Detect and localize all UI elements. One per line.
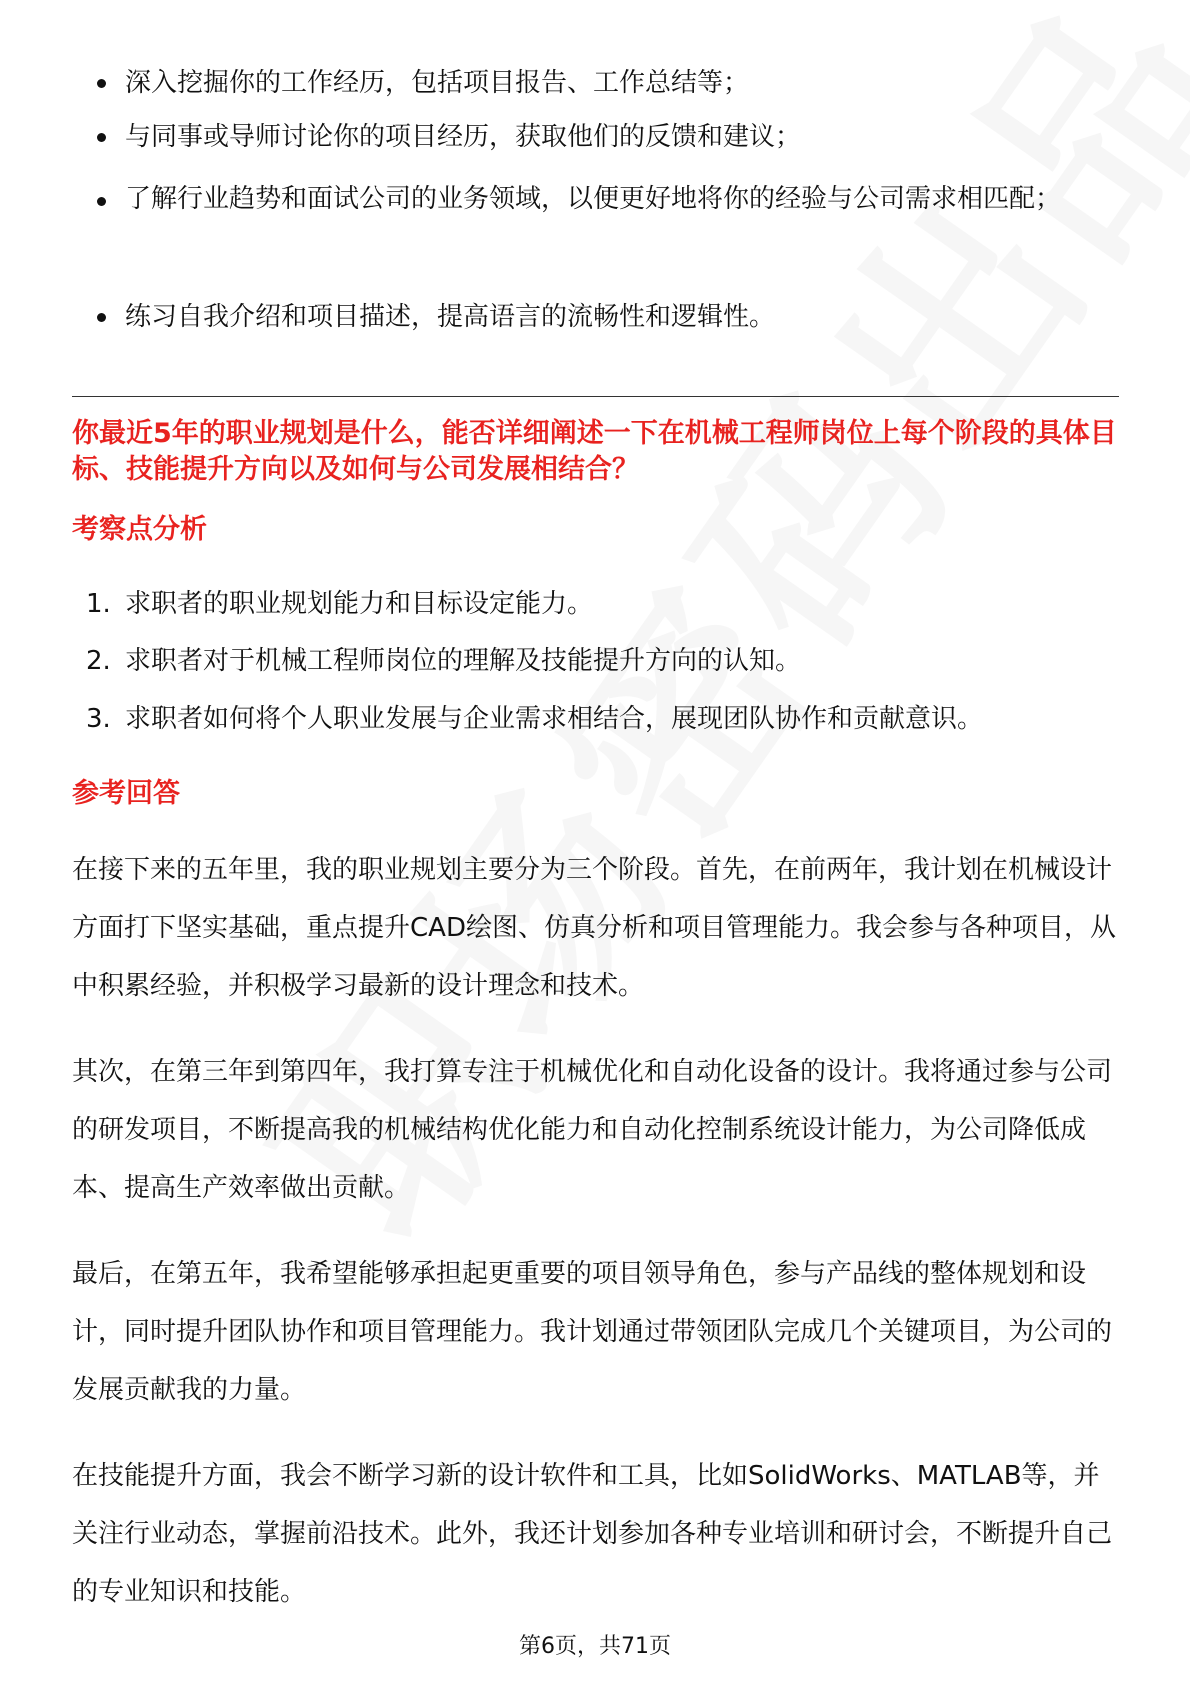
analysis-heading: 考察点分析	[72, 514, 207, 545]
page-number: 第6页，共71页	[519, 1634, 671, 1659]
bullet-item: 了解行业趋势和面试公司的业务领域，以便更好地将你的经验与公司需求相匹配；	[125, 184, 1062, 214]
section-divider	[72, 396, 1119, 397]
answer-paragraph: 其次，在第三年到第四年，我打算专注于机械优化和自动化设备的设计。我将通过参与公司的研发项目，不断提高我的机械结构优化能力和自动化控制系统设计能力，为公司降低成本、提高生产效率做出贡献。	[72, 1057, 1113, 1203]
list-number: 1.	[86, 589, 111, 619]
answer-paragraph: 最后，在第五年，我希望能够承担起更重要的项目领导角色，参与产品线的整体规划和设计，同时提升团队协作和项目管理能力。我计划通过带领团队完成几个关键项目，为公司的发展贡献我的力量。	[72, 1259, 1113, 1405]
answer-paragraph: 在技能提升方面，我会不断学习新的设计软件和工具，比如SolidWorks、MATLAB等，并关注行业动态，掌握前沿技术。此外，我还计划参加各种专业培训和研讨会，不断提升自己的专业知识和技能。	[72, 1461, 1113, 1607]
bullet-item: 与同事或导师讨论你的项目经历，获取他们的反馈和建议；	[125, 122, 802, 152]
list-item: 求职者如何将个人职业发展与企业需求相结合，展现团队协作和贡献意识。	[125, 704, 984, 734]
bullet-item: 深入挖掘你的工作经历，包括项目报告、工作总结等；	[125, 68, 750, 98]
list-item: 求职者的职业规划能力和目标设定能力。	[125, 589, 594, 619]
answer-heading: 参考回答	[72, 778, 180, 809]
bullet-dot-icon	[97, 79, 106, 88]
list-number: 3.	[86, 704, 111, 734]
question-heading: 你最近5年的职业规划是什么，能否详细阐述一下在机械工程师岗位上每个阶段的具体目标、技能提升方向以及如何与公司发展相结合？	[72, 418, 1117, 485]
bullet-item: 练习自我介绍和项目描述，提高语言的流畅性和逻辑性。	[125, 302, 776, 332]
bullet-dot-icon	[97, 197, 106, 206]
list-number: 2.	[86, 646, 111, 676]
list-item: 求职者对于机械工程师岗位的理解及技能提升方向的认知。	[125, 646, 802, 676]
bullet-dot-icon	[97, 313, 106, 322]
bullet-dot-icon	[97, 133, 106, 142]
answer-paragraph: 在接下来的五年里，我的职业规划主要分为三个阶段。首先，在前两年，我计划在机械设计方面打下坚实基础，重点提升CAD绘图、仿真分析和项目管理能力。我会参与各种项目，从中积累经验，并积极学习最新的设计理念和技术。	[72, 855, 1116, 1001]
